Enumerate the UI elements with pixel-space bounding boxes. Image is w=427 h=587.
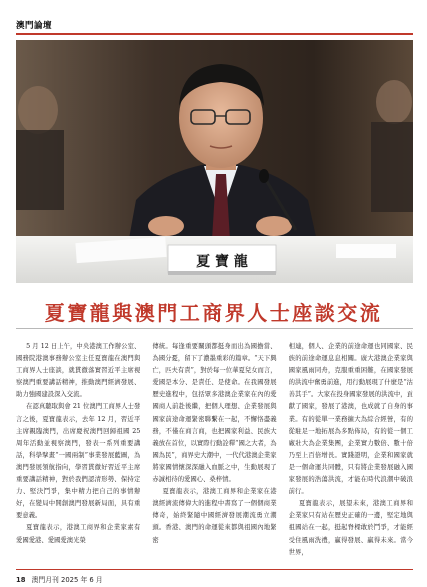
article-title: 夏寶龍與澳門工商界人士座談交流 xyxy=(44,301,383,325)
text-column-1 xyxy=(16,341,140,565)
header-divider xyxy=(16,33,413,35)
paragraph: 相連，個人、企業的前途命運也同國家、民族的前途命運息息相關。廣大港澳企業家與國家風雨同舟，克服重重困難，在國家發展的洪流中奮勇前進，用行動展現了什麼是“沽善其手”。大家在投身國家發展的洪流中，貢獻了國家，發展了港澳，也成就了自身的事業。有的從單一業務擴大為綜合經營，有的從駐足一地拓展為多點佈局，有的從一個工廠壯大為企業集團，企業實力數倍、數十倍乃至上百倍增長。實踐證明，企業和國家就是一個命運共同體，只有將企業發展融入國家發展的浩蕩洪流，才能在時代浪潮中破浪前行。 xyxy=(288,343,413,496)
page-footer xyxy=(16,574,103,584)
text-column-3 xyxy=(289,341,413,565)
page-number: 18 xyxy=(16,576,26,584)
section-label: 澳門論壇 xyxy=(16,21,53,31)
nameplate-text: 夏 寶 龍 xyxy=(196,254,248,270)
text-column-2 xyxy=(152,341,276,565)
article-body xyxy=(16,341,413,565)
paragraph: 夏寶龍表示，港澳工商界和企業家在港澳經濟流傳偉大的進程中書寫了一個個商業傳奇，始終緊隨中國經濟發展潮流勇立潮頭。香港、澳門的命運從來都與祖國內地緊密 xyxy=(152,488,277,544)
paragraph: 傳統。每逢重要關頭都挺身而出為國擔當、為國分憂，留下了濃墨重彩的篇章。“天下興亡，匹夫有責”，對於每一位華夏兒女而言，愛國是本分、是責任、是使命。在我國發展歷史進程中，包括眾多港澳企業家在內的愛國商人前赴後繼，把個人理想、企業發展與國家前途命運緊密聯繫在一起，不懈恪盡義務，不僅在商言商，也把國家利益、民族大義放在首位，以實際行動詮釋“國之大者，為國為民”，商界史大潮中，一代代港澳企業家將家國情懷深深融入血脈之中，生動展現了赤誠相待的愛國心、桑梓情。 xyxy=(152,343,277,484)
paragraph: 5 月 12 日上午，中央港澳工作辦公室、國務院港澳事務辦公室主任夏寶龍在澳門與工商界人士座談，就貫徹落實習近平主席視察澳門重要講話精神，推動澳門經濟發展、助力強國建設深入交流。 xyxy=(16,343,141,399)
paragraph: 在認真聽取與會 21 位澳門工商界人士發言之後，夏寶龍表示，去年 12 月，習近平主席親臨澳門，出席慶祝澳門回歸祖國 25 周年活動並視察澳門，發表一系列重要講話，科學擘畫“一國兩制”事業發展藍圖，為澳門發展領航指向，學習貫徹好習近平主席重要講話精神，對於我們認清形勢、保持定力、堅決鬥爭，集中精力把自己的事情辦好，在變局中開創澳門發展新局面，具有重要意義。 xyxy=(16,403,141,520)
article-photo xyxy=(16,40,413,283)
publication-info: 澳門月刊 2025 年 6 月 xyxy=(31,576,103,584)
footer-divider xyxy=(16,569,413,570)
paragraph: 夏寶龍表示，港澳工商界和企業家素有愛國愛港、愛國愛澳光榮 xyxy=(16,524,141,544)
title-divider xyxy=(16,328,413,329)
paragraph: 夏寶龍表示，展望未來，港澳工商界和企業家只有站在歷史正確的一邊，堅定地與祖國站在一起，挺起脊樑敢於鬥爭，才能經受住風雨洗禮，贏得發展、贏得未來。當今世界， xyxy=(288,500,413,556)
